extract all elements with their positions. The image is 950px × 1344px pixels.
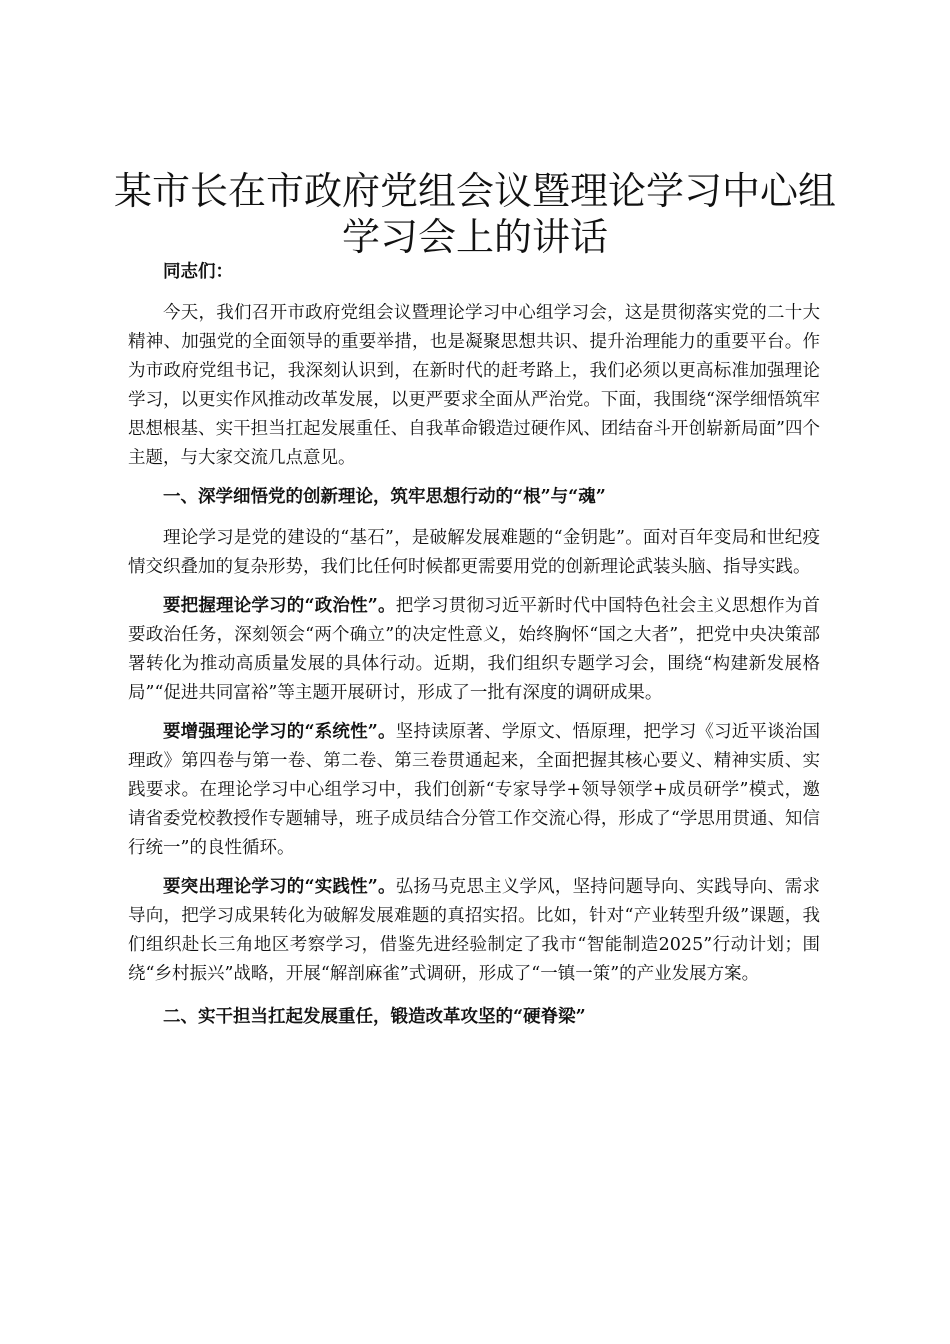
greeting: 同志们： <box>163 262 233 282</box>
point-practical-lead: 要突出理论学习的“实践性”。 <box>163 877 396 897</box>
point-political-text: 把学习贯彻习近平新时代中国特色社会主义思想作为首要政治任务，深刻领会“两个确立”的决定性意义，始终胸怀“国之大者”，把党中央决策部署转化为推动高质量发展的具体行动。近期，我们组织专题学习会，围绕“构建新发展格局”“促进共同富裕”等主题开展研讨，形成了一批有深度的调研成果。 <box>128 596 820 703</box>
point-systematic-text: 坚持读原著、学原文、悟原理，把学习《习近平谈治国理政》第四卷与第一卷、第二卷、第三卷贯通起来，全面把握其核心要义、精神实质、实践要求。在理论学习中心组学习中，我们创新“专家导学+领导领学+成员研学”模式，邀请省委党校教授作专题辅导，班子成员结合分管工作交流心得，形成了“学思用贯通、知信行统一”的良性循环。 <box>128 722 820 858</box>
section-2-heading: 二、实干担当扛起发展重任，锻造改革攻坚的“硬脊梁” <box>163 1007 586 1027</box>
intro-paragraph: 今天，我们召开市政府党组会议暨理论学习中心组学习会，这是贯彻落实党的二十大精神、加强党的全面领导的重要举措，也是凝聚思想共识、提升治理能力的重要平台。作为市政府党组书记，我深刻认识到，在新时代的赶考路上，我们必须以更高标准加强理论学习，以更实作风推动改革发展，以更严要求全面从严治党。下面，我围绕“深学细悟筑牢思想根基、实干担当扛起发展重任、自我革命锻造过硬作风、团结奋斗开创崭新局面”四个主题，与大家交流几点意见。 <box>128 303 820 468</box>
point-systematic-lead: 要增强理论学习的“系统性”。 <box>163 722 396 742</box>
point-practical-paragraph <box>128 873 820 989</box>
section-1-heading: 一、深学细悟党的创新理论，筑牢思想行动的“根”与“魂” <box>163 487 606 507</box>
point-systematic-paragraph <box>128 718 820 863</box>
point-political-lead: 要把握理论学习的“政治性”。 <box>163 596 396 616</box>
point-practical-text: 弘扬马克思主义学风，坚持问题导向、实践导向、需求导向，把学习成果转化为破解发展难题的真招实招。比如，针对“产业转型升级”课题，我们组织赴长三角地区考察学习，借鉴先进经验制定了我市“智能制造2025”行动计划；围绕“乡村振兴”战略，开展“解剖麻雀”式调研，形成了“一镇一策”的产业发展方案。 <box>128 877 820 984</box>
section-1-intro: 理论学习是党的建设的“基石”，是破解发展难题的“金钥匙”。面对百年变局和世纪疫情交织叠加的复杂形势，我们比任何时候都更需要用党的创新理论武装头脑、指导实践。 <box>128 528 820 577</box>
point-political-paragraph <box>128 592 820 708</box>
document-body <box>128 258 820 1044</box>
document-title: 某市长在市政府党组会议暨理论学习中心组学习会上的讲话 <box>113 169 836 259</box>
